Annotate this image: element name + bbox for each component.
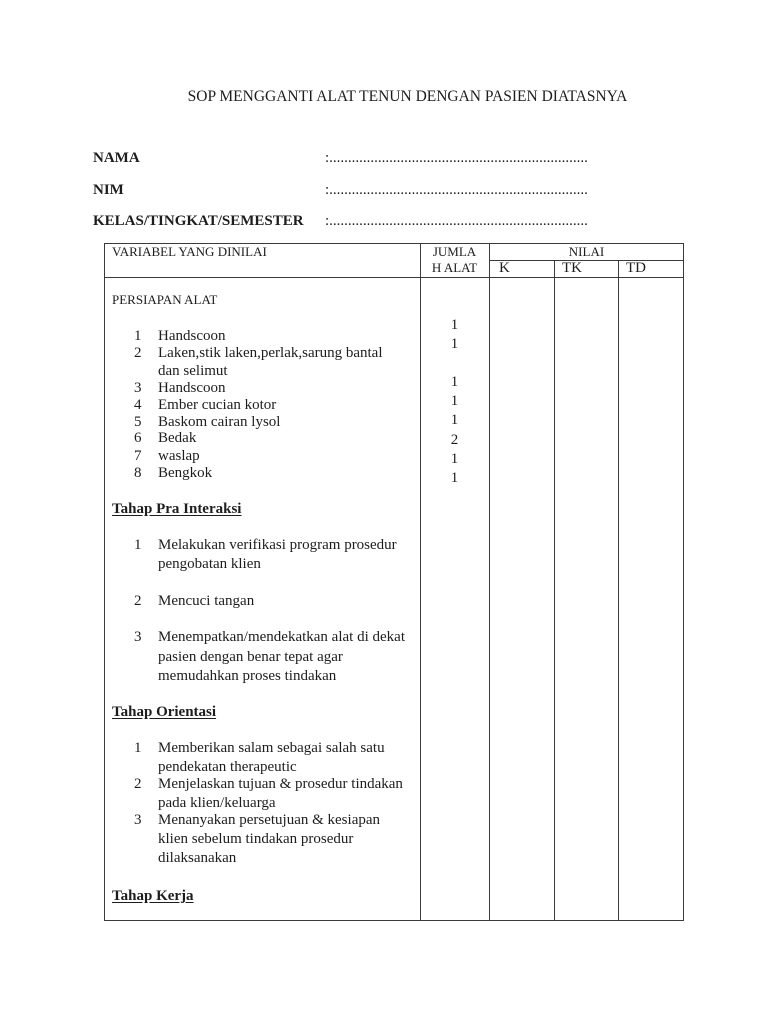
tool-count: 1 <box>450 374 459 390</box>
item-text: pasien dengan benar tepat agar <box>158 649 343 665</box>
header-score-td: TD <box>626 260 646 276</box>
nim-fill-line: :..................................................................... <box>325 182 588 198</box>
item-number: 5 <box>134 414 142 430</box>
header-count-line2: H ALAT <box>431 260 478 275</box>
item-text: Mencuci tangan <box>158 593 255 609</box>
item-number: 2 <box>134 593 142 609</box>
score-header-divider <box>489 260 684 261</box>
item-number: 3 <box>134 380 142 396</box>
item-number: 1 <box>134 740 142 756</box>
class-level-semester-label: KELAS/TINGKAT/SEMESTER <box>93 213 304 229</box>
item-text: Ember cucian kotor <box>158 397 277 413</box>
item-text: Bengkok <box>158 465 213 481</box>
section-heading: PERSIAPAN ALAT <box>112 292 218 307</box>
header-score-k: K <box>499 260 510 276</box>
item-text: pengobatan klien <box>158 556 261 572</box>
tool-count: 2 <box>450 432 459 448</box>
name-label: NAMA <box>93 150 140 166</box>
item-text: Menanyakan persetujuan & kesiapan <box>158 812 381 828</box>
item-text: Handscoon <box>158 380 226 396</box>
name-fill-line: :..................................................................... <box>325 150 588 166</box>
section-heading: Tahap Orientasi <box>112 704 217 720</box>
class-level-semester-fill-line: :..................................................................... <box>325 213 588 229</box>
item-number: 6 <box>134 430 142 446</box>
item-number: 3 <box>134 629 142 645</box>
item-text: pada klien/keluarga <box>158 795 276 811</box>
item-number: 3 <box>134 812 142 828</box>
tool-count: 1 <box>450 470 459 486</box>
item-text: Bedak <box>158 430 197 446</box>
item-text: Melakukan verifikasi program prosedur <box>158 537 397 553</box>
score-column-td <box>619 278 683 920</box>
header-count-line1: JUMLA <box>432 244 477 259</box>
item-text: pendekatan therapeutic <box>158 759 297 775</box>
item-text: Handscoon <box>158 328 226 344</box>
item-number: 7 <box>134 448 142 464</box>
header-score-tk: TK <box>562 260 582 276</box>
item-text: dilaksanakan <box>158 850 237 866</box>
header-variable: VARIABEL YANG DINILAI <box>112 244 267 259</box>
nim-label: NIM <box>93 182 124 198</box>
item-text: memudahkan proses tindakan <box>158 668 337 684</box>
tool-count: 1 <box>450 317 459 333</box>
item-text: dan selimut <box>158 363 228 379</box>
tool-count: 1 <box>450 412 459 428</box>
item-text: waslap <box>158 448 200 464</box>
tool-count: 1 <box>450 451 459 467</box>
item-text: Menempatkan/mendekatkan alat di dekat <box>158 629 405 645</box>
item-number: 2 <box>134 776 142 792</box>
item-text: Menjelaskan tujuan & prosedur tindakan <box>158 776 403 792</box>
document-title: SOP MENGGANTI ALAT TENUN DENGAN PASIEN DIATASNYA <box>187 88 628 105</box>
header-score: NILAI <box>568 244 605 259</box>
section-heading: Tahap Pra Interaksi <box>112 501 242 517</box>
score-column-tk <box>555 278 618 920</box>
item-text: Memberikan salam sebagai salah satu <box>158 740 385 756</box>
item-text: klien sebelum tindakan prosedur <box>158 831 354 847</box>
section-heading: Tahap Kerja <box>112 888 194 904</box>
tool-count: 1 <box>450 336 459 352</box>
item-number: 4 <box>134 397 142 413</box>
item-text: Laken,stik laken,perlak,sarung bantal <box>158 345 383 361</box>
item-number: 1 <box>134 328 142 344</box>
item-text: Baskom cairan lysol <box>158 414 281 430</box>
tool-count: 1 <box>450 393 459 409</box>
item-number: 2 <box>134 345 142 361</box>
score-column-k <box>490 278 554 920</box>
item-number: 8 <box>134 465 142 481</box>
item-number: 1 <box>134 537 142 553</box>
